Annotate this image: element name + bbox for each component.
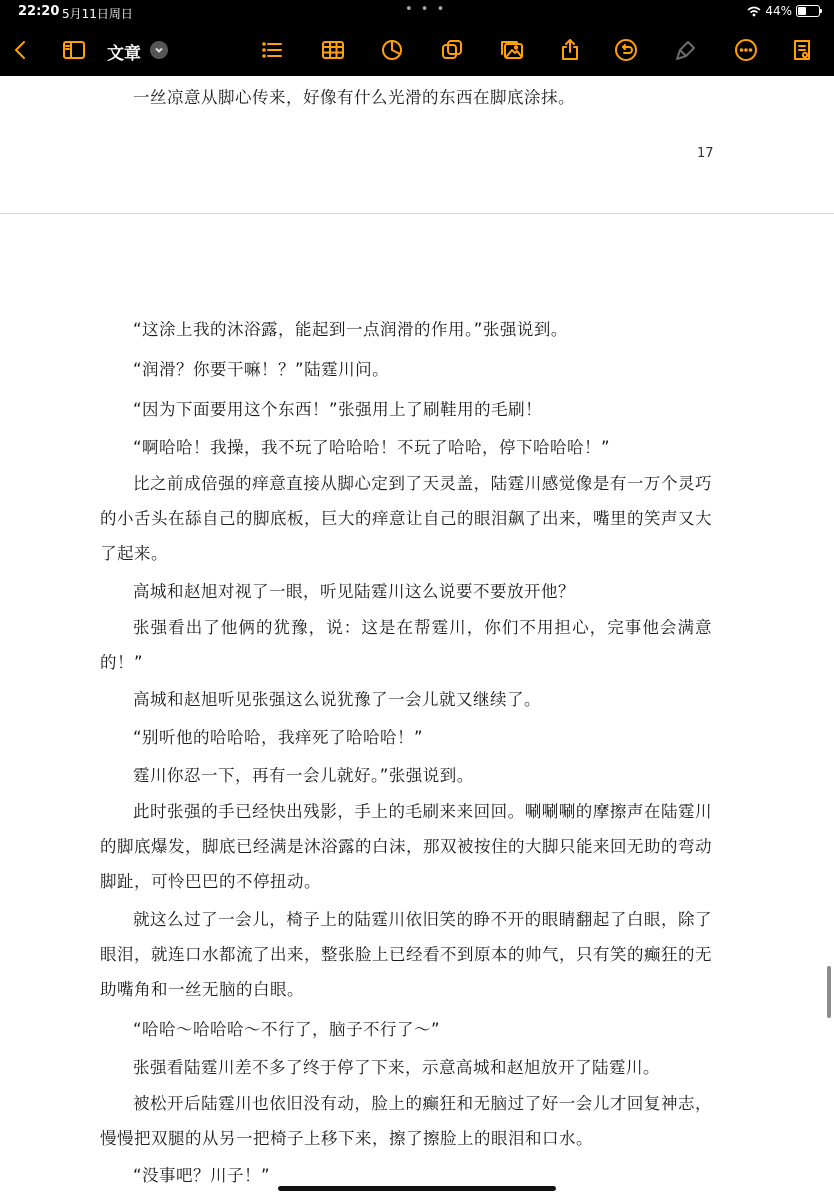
paragraph: 被松开后陆霆川也依旧没有动，脸上的癫狂和无脑过了好一会儿才回复神志，慢慢把双腿的从另一把椅子上移下来，擦了擦脸上的眼泪和口水。 xyxy=(100,1094,712,1148)
undo-icon[interactable] xyxy=(611,35,641,65)
paragraph: 比之前成倍强的痒意直接从脚心定到了天灵盖，陆霆川感觉像是有一万个灵巧的小舌头在舔自己的脚底板，巨大的痒意让自己的眼泪飙了出来，嘴里的笑声又大了起来。 xyxy=(100,474,712,563)
home-indicator[interactable] xyxy=(278,1186,556,1191)
battery-icon xyxy=(796,5,820,17)
back-icon[interactable] xyxy=(6,35,36,65)
document-canvas[interactable] xyxy=(0,76,834,1200)
format-brush-icon[interactable] xyxy=(671,35,701,65)
paragraph: 就这么过了一会儿，椅子上的陆霆川依旧笑的睁不开的眼睛翻起了白眼，除了眼泪，就连口水都流了出来，整张脸上已经看不到原本的帅气，只有笑的癫狂的无助嘴角和一丝无脑的白眼。 xyxy=(100,910,712,999)
paragraph: “这涂上我的沐浴露，能起到一点润滑的作用。”张强说到。 xyxy=(133,320,568,339)
sidebar-icon[interactable] xyxy=(59,35,89,65)
paragraph: 张强看出了他俩的犹豫，说：这是在帮霆川，你们不用担心，完事他会满意的！” xyxy=(100,618,712,672)
status-bar xyxy=(0,0,834,24)
paragraph: “没事吧？川子！” xyxy=(133,1166,271,1185)
battery-percent: 44% xyxy=(765,4,792,18)
paragraph: “因为下面要用这个东西！”张强用上了刷鞋用的毛刷！ xyxy=(133,400,543,419)
page-divider xyxy=(0,213,834,214)
chart-icon[interactable] xyxy=(377,35,407,65)
shapes-icon[interactable] xyxy=(437,35,467,65)
page-number: 17 xyxy=(697,146,714,161)
paragraph: “哈哈～哈哈哈～不行了，脑子不行了～” xyxy=(133,1020,441,1039)
toolbar xyxy=(0,24,834,76)
chevron-down-icon[interactable] xyxy=(150,41,168,59)
paragraph: “别听他的哈哈哈，我痒死了哈哈哈！” xyxy=(133,728,424,747)
top-chrome xyxy=(0,0,834,76)
share-icon[interactable] xyxy=(555,35,585,65)
paragraph: “润滑？你要干嘛！？”陆霆川问。 xyxy=(133,360,390,379)
paragraph: 霆川你忍一下，再有一会儿就好。”张强说到。 xyxy=(133,766,474,785)
document-title[interactable]: 文章 xyxy=(107,44,141,64)
more-icon[interactable] xyxy=(731,35,761,65)
media-icon[interactable] xyxy=(497,35,527,65)
status-right xyxy=(747,4,820,18)
wifi-icon xyxy=(747,6,761,17)
paragraph: 张强看陆霆川差不多了终于停了下来，示意高城和赵旭放开了陆霆川。 xyxy=(133,1058,660,1077)
status-date: 5月11日周日 xyxy=(62,7,133,21)
paragraph: 高城和赵旭听见张强这么说犹豫了一会儿就又继续了。 xyxy=(133,690,541,709)
paragraph: “啊哈哈！我操，我不玩了哈哈哈！不玩了哈哈，停下哈哈哈！” xyxy=(133,438,611,457)
paragraph: 高城和赵旭对视了一眼，听见陆霆川这么说要不要放开他？ xyxy=(133,582,575,601)
status-time: 22:20 xyxy=(18,4,60,19)
multitasking-dots-icon[interactable]: • • • xyxy=(405,2,447,17)
paragraph: 此时张强的手已经快出残影，手上的毛刷来来回回。唰唰唰的摩擦声在陆霆川的脚底爆发，脚底已经满是沐浴露的白沫，那双被按住的大脚只能来回无助的弯动脚趾，可怜巴巴的不停扭动。 xyxy=(100,802,712,891)
table-icon[interactable] xyxy=(318,35,348,65)
scroll-indicator[interactable] xyxy=(827,966,831,1018)
reading-view-icon[interactable] xyxy=(787,35,817,65)
list-icon[interactable] xyxy=(257,35,287,65)
paragraph-top: 一丝凉意从脚心传来，好像有什么光滑的东西在脚底涂抹。 xyxy=(133,88,575,107)
